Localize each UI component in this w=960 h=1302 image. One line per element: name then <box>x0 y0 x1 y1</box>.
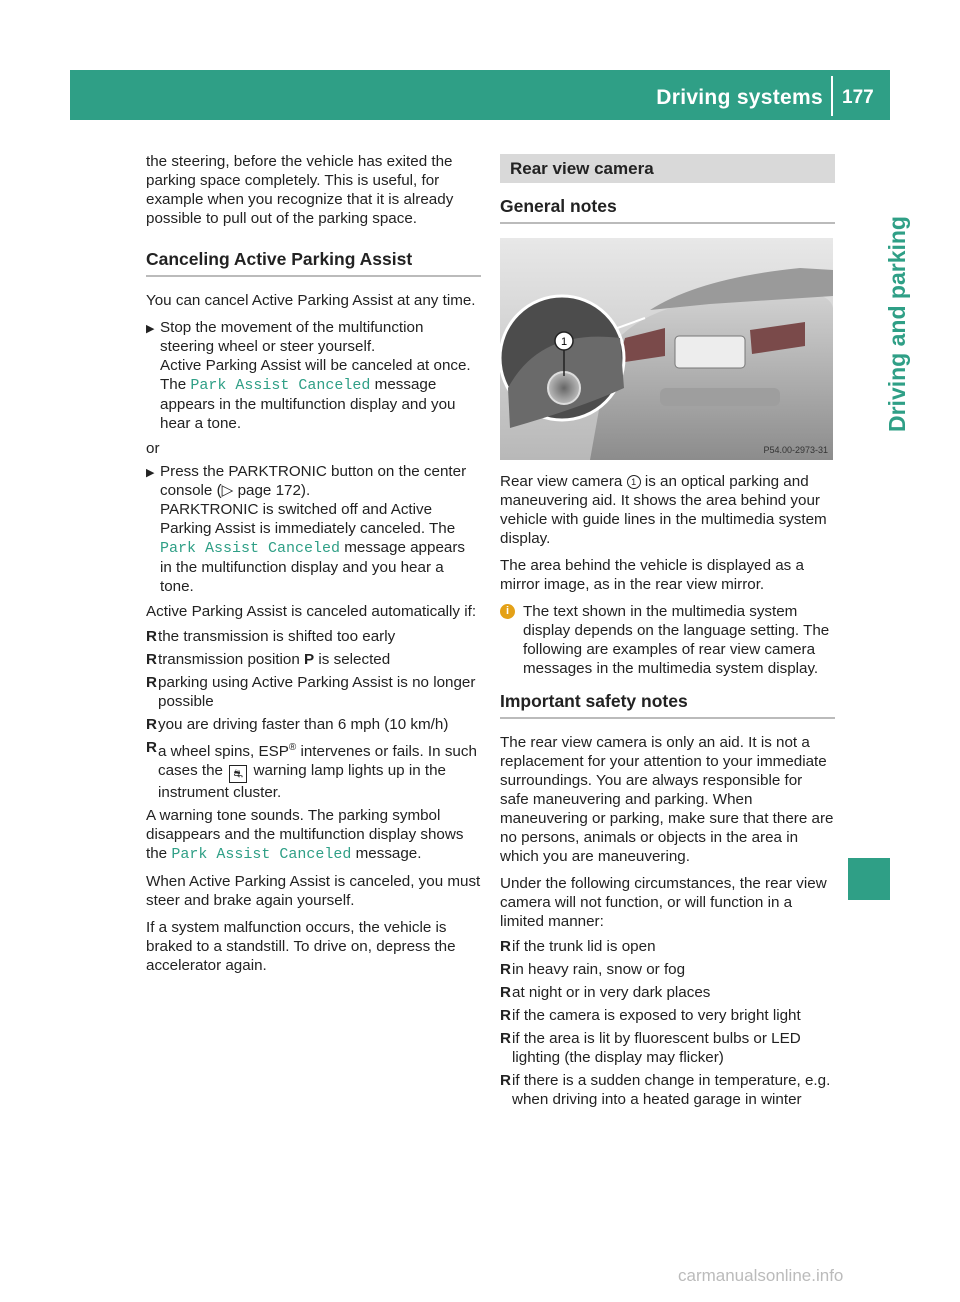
list-item <box>146 738 481 802</box>
transmission-position: P <box>304 651 315 668</box>
list-item-text <box>158 738 481 802</box>
list-item-text-part: transmission position <box>158 651 300 668</box>
page-number: 177 <box>842 87 874 108</box>
section-title-rear-view-camera: Rear view camera <box>500 154 835 183</box>
side-tab-label: Driving and parking <box>884 216 910 432</box>
display-message: Park Assist Canceled <box>190 377 371 394</box>
bullet-icon: R <box>146 739 157 756</box>
paragraph <box>500 472 835 548</box>
callout-1-icon: 1 <box>627 475 641 489</box>
list-item <box>146 715 481 734</box>
bullet-icon: R <box>146 674 157 691</box>
paragraph-text: A warning tone sounds. The parking symbol disappears and the multifunction display shows the <box>146 807 464 863</box>
paragraph: You can cancel Active Parking Assist at any time. <box>146 292 476 309</box>
paragraph: Under the following circumstances, the rear view camera will not function, or will function in a limited manner: <box>500 875 827 930</box>
list-item-text: parking using Active Parking Assist is no longer possible <box>158 674 476 710</box>
intro-paragraph: the steering, before the vehicle has exited the parking space completely. This is useful, for example when you recognize that it is already possible to pull out of the parking space. <box>146 153 454 227</box>
image-code: P54.00-2973-31 <box>763 445 828 455</box>
step-text <box>160 462 481 500</box>
step-result-text: message appears in the multifunction display and you hear a tone. <box>160 539 465 595</box>
page-reference-link[interactable]: page 172). <box>237 482 311 499</box>
paragraph <box>146 806 481 864</box>
header-title: Driving systems <box>656 86 823 109</box>
list-item-text: if the trunk lid is open <box>512 938 656 955</box>
list-item <box>500 937 835 956</box>
paragraph: The rear view camera is only an aid. It is not a replacement for your attention to your immediate surroundings. You are always responsible for safe maneuvering and parking. When maneuvering or parking, make sure that there are no persons, animals or objects in the area in which you are maneuvering. <box>500 734 834 865</box>
bullet-icon: R <box>500 1030 511 1047</box>
list-item-text-part: a wheel spins, ESP <box>158 743 289 761</box>
heading-general-notes: General notes <box>500 197 835 224</box>
or-text: or <box>146 440 160 457</box>
step-text-part: Press the PARKTRONIC button on the center console ( <box>160 463 467 499</box>
step-result-text: PARKTRONIC is switched off and Active Parking Assist is immediately canceled. The <box>160 501 456 537</box>
bullet-icon: R <box>146 651 157 668</box>
list-item-text: the transmission is shifted too early <box>158 628 396 645</box>
right-column <box>500 152 835 1113</box>
bullet-icon: R <box>500 984 511 1001</box>
bullet-icon: R <box>500 1072 511 1089</box>
paragraph: If a system malfunction occurs, the vehicle is braked to a standstill. To drive on, depress the accelerator again. <box>146 919 456 975</box>
list-item-text: if there is a sudden change in temperature, e.g. when driving into a heated garage in winter <box>512 1072 831 1108</box>
paragraph-text: Rear view camera <box>500 473 623 490</box>
heading-canceling-active-parking-assist: Canceling Active Parking Assist <box>146 250 481 277</box>
list-item-text-part: is selected <box>318 651 391 668</box>
step-text: Stop the movement of the multifunction steering wheel or steer yourself. <box>160 319 424 355</box>
paragraph: When Active Parking Assist is canceled, you must steer and brake again yourself. <box>146 873 481 910</box>
list-item <box>146 627 481 646</box>
side-tab-marker <box>848 858 890 900</box>
bullet-icon: R <box>500 938 511 955</box>
heading-important-safety-notes: Important safety notes <box>500 692 835 719</box>
callout-number: 1 <box>560 336 568 348</box>
bullet-icon: R <box>146 716 157 733</box>
info-note <box>500 602 835 678</box>
display-message: Park Assist Canceled <box>171 846 352 864</box>
rear-view-camera-photo <box>500 238 833 460</box>
step-result <box>160 356 481 433</box>
list-item <box>500 960 835 979</box>
list-item-text: if the area is lit by fluorescent bulbs or LED lighting (the display may flicker) <box>512 1030 801 1066</box>
bullet-icon: R <box>500 1007 511 1024</box>
step-item <box>146 318 481 433</box>
list-item-text-part: intervenes or fails. In such cases the <box>158 743 477 780</box>
page-ref-arrow-icon: ▷ <box>221 482 234 499</box>
bullet-icon: R <box>500 961 511 978</box>
step-arrow-icon: ▶ <box>146 323 155 335</box>
list-item-text: you are driving faster than 6 mph (10 km/h) <box>158 716 449 733</box>
list-item <box>500 1006 835 1025</box>
info-text: The text shown in the multimedia system display depends on the language setting. The following are examples of rear view camera messages in the multimedia system display. <box>523 603 830 677</box>
paragraph: Active Parking Assist is canceled automatically if: <box>146 603 477 620</box>
step-result <box>160 500 481 596</box>
left-column <box>146 152 481 983</box>
list-item <box>146 650 481 669</box>
list-item-text-part: warning lamp lights up in the instrument cluster. <box>158 762 446 802</box>
step-result-text: message appears in the multifunction display and you hear a tone. <box>160 376 456 432</box>
paragraph-text: message. <box>355 845 422 863</box>
list-item-text: at night or in very dark places <box>512 984 711 1001</box>
header-separator <box>831 76 833 116</box>
step-item <box>146 462 481 596</box>
registered-mark: ® <box>288 742 297 753</box>
step-arrow-icon: ▶ <box>146 467 155 479</box>
list-item <box>500 983 835 1002</box>
list-item <box>146 673 481 711</box>
bullet-icon: R <box>146 628 157 645</box>
display-message: Park Assist Canceled <box>160 540 341 557</box>
list-item-text: in heavy rain, snow or fog <box>512 961 686 978</box>
list-item <box>500 1029 835 1067</box>
info-icon: i <box>500 604 515 619</box>
list-item <box>500 1071 835 1109</box>
paragraph-text: is an optical parking and maneuvering aid. It shows the area behind your vehicle with guide lines in the multimedia system display. <box>500 473 827 547</box>
paragraph: The area behind the vehicle is displayed as a mirror image, as in the rear view mirror. <box>500 557 804 593</box>
list-item-text: if the camera is exposed to very bright light <box>512 1007 801 1024</box>
esp-warning-lamp-icon: ⛐ <box>229 765 247 783</box>
step-result-text: Active Parking Assist will be canceled at once. The <box>160 357 471 393</box>
watermark: carmanualsonline.info <box>678 1266 844 1285</box>
list-item-text <box>158 650 390 669</box>
